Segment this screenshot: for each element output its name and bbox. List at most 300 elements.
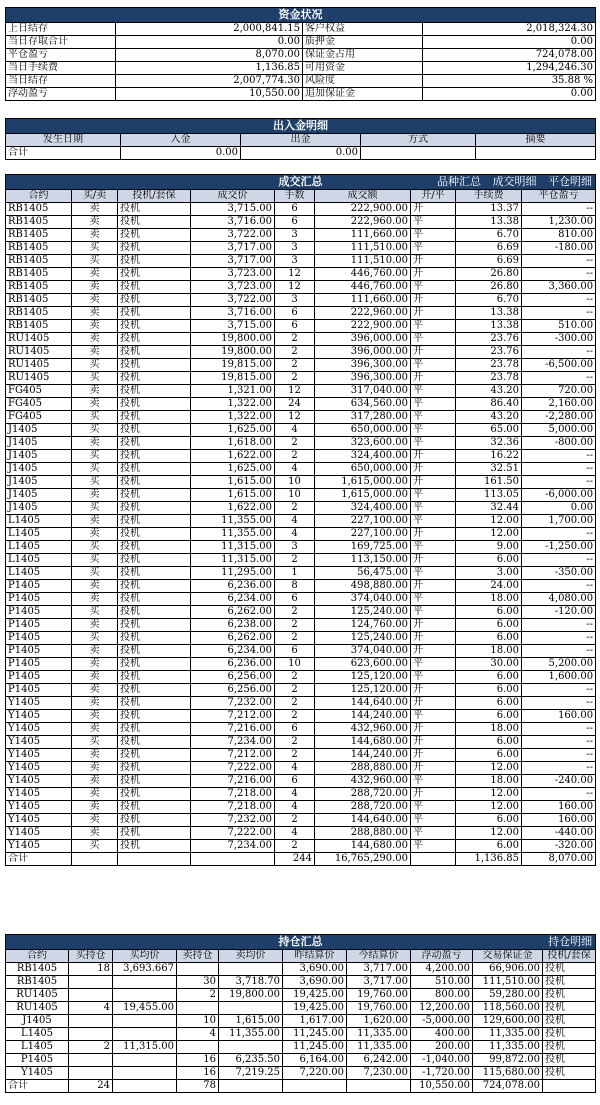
amount-cell: 111,510.00 <box>315 242 411 255</box>
contract-cell: J1405 <box>6 450 72 463</box>
total-cell: 合计 <box>6 1080 69 1093</box>
close-pnl-cell: -320.00 <box>522 840 596 853</box>
fee-cell: 12.00 <box>456 801 522 814</box>
fee-cell: 13.37 <box>456 203 522 216</box>
fund-value: 1,294,246.30 <box>423 62 596 75</box>
contract-cell: J1405 <box>6 463 72 476</box>
table-row <box>6 411 596 424</box>
fund-value: 0.00 <box>116 36 303 49</box>
contract-cell: Y1405 <box>6 710 72 723</box>
contract-cell: P1405 <box>6 580 72 593</box>
table-row <box>6 632 596 645</box>
margin-cell: 66,906.00 <box>473 963 543 976</box>
margin-cell: 118,560.00 <box>473 1002 543 1015</box>
buy-pos-cell <box>69 989 113 1002</box>
contract-cell: RB1405 <box>6 255 72 268</box>
fee-cell: 12.00 <box>456 528 522 541</box>
open-close-cell: 平 <box>411 567 456 580</box>
table-row <box>6 963 596 976</box>
hedge-type-cell: 投机 <box>543 989 596 1002</box>
amount-cell: 222,900.00 <box>315 203 411 216</box>
hedge-type-cell: 投机 <box>118 242 191 255</box>
table-row <box>6 268 596 281</box>
amount-cell: 56,475.00 <box>315 567 411 580</box>
fee-cell: 23.76 <box>456 333 522 346</box>
contract-cell: Y1405 <box>6 814 72 827</box>
total-cell <box>411 853 456 866</box>
hedge-type-cell: 投机 <box>118 580 191 593</box>
table-row <box>6 450 596 463</box>
amount-cell: 288,720.00 <box>315 801 411 814</box>
close-pnl-cell: -- <box>522 697 596 710</box>
margin-cell: 11,335.00 <box>473 1041 543 1054</box>
close-pnl-cell: 160.00 <box>522 801 596 814</box>
open-close-cell: 平 <box>411 775 456 788</box>
close-pnl-cell: -6,500.00 <box>522 359 596 372</box>
table-row <box>6 1002 596 1015</box>
open-close-cell: 开 <box>411 723 456 736</box>
fee-cell: 113.05 <box>456 489 522 502</box>
open-close-cell: 开 <box>411 528 456 541</box>
side-cell: 买 <box>72 476 118 489</box>
table-row <box>6 294 596 307</box>
fee-cell: 6.00 <box>456 749 522 762</box>
table-row <box>6 307 596 320</box>
open-close-cell: 平 <box>411 593 456 606</box>
fund-status-table <box>5 7 596 101</box>
open-close-cell: 平 <box>411 281 456 294</box>
amount-cell: 650,000.00 <box>315 463 411 476</box>
sell-pos-cell: 16 <box>177 1054 219 1067</box>
close-pnl-cell: 1,600.00 <box>522 671 596 684</box>
fee-cell: 18.00 <box>456 775 522 788</box>
side-cell: 卖 <box>72 710 118 723</box>
amount-cell: 650,000.00 <box>315 424 411 437</box>
side-cell: 卖 <box>72 385 118 398</box>
lots-cell: 2 <box>275 333 315 346</box>
amount-cell: 324,400.00 <box>315 502 411 515</box>
buy-avg-cell: 3,693.667 <box>113 963 177 976</box>
table-row <box>6 619 596 632</box>
hedge-type-cell: 投机 <box>543 1015 596 1028</box>
close-pnl-cell: 160.00 <box>522 710 596 723</box>
prev-settle-cell: 3,690.00 <box>283 963 347 976</box>
column-header: 合约 <box>6 190 72 203</box>
link-product-summary[interactable]: 品种汇总 <box>437 175 482 188</box>
side-cell: 买 <box>72 450 118 463</box>
sell-pos-cell: 10 <box>177 1015 219 1028</box>
lots-cell: 2 <box>275 671 315 684</box>
lots-cell: 4 <box>275 801 315 814</box>
side-cell: 买 <box>72 541 118 554</box>
side-cell: 卖 <box>72 827 118 840</box>
float-pnl-cell: 200.00 <box>411 1041 473 1054</box>
table-row <box>6 242 596 255</box>
amount-cell: 396,300.00 <box>315 372 411 385</box>
side-cell: 卖 <box>72 268 118 281</box>
open-close-cell: 开 <box>411 619 456 632</box>
hedge-type-cell: 投机 <box>118 814 191 827</box>
table-row <box>6 385 596 398</box>
table-row <box>6 1028 596 1041</box>
fund-status-title: 资金状况 <box>6 8 596 23</box>
open-close-cell: 开 <box>411 294 456 307</box>
lots-cell: 2 <box>275 554 315 567</box>
lots-cell: 4 <box>275 515 315 528</box>
hedge-type-cell: 投机 <box>118 359 191 372</box>
close-pnl-cell: -- <box>522 723 596 736</box>
inout-total-row <box>6 147 596 160</box>
hedge-type-cell: 投机 <box>118 281 191 294</box>
table-row <box>6 229 596 242</box>
positions-header <box>6 935 596 950</box>
close-pnl-cell: 810.00 <box>522 229 596 242</box>
column-header: 手数 <box>275 190 315 203</box>
hedge-type-cell: 投机 <box>543 1054 596 1067</box>
amount-cell: 288,880.00 <box>315 827 411 840</box>
amount-cell: 125,240.00 <box>315 606 411 619</box>
fund-value: 0.00 <box>423 88 596 101</box>
fee-cell: 23.78 <box>456 372 522 385</box>
contract-cell: J1405 <box>6 476 72 489</box>
fund-value: 10,550.00 <box>116 88 303 101</box>
price-cell: 6,256.00 <box>191 671 275 684</box>
prev-settle-cell: 3,690.00 <box>283 976 347 989</box>
side-cell: 卖 <box>72 437 118 450</box>
close-pnl-cell: -- <box>522 463 596 476</box>
close-pnl-cell: -- <box>522 346 596 359</box>
table-row <box>6 424 596 437</box>
open-close-cell: 开 <box>411 684 456 697</box>
amount-cell: 396,000.00 <box>315 346 411 359</box>
contract-cell: L1405 <box>6 554 72 567</box>
table-row <box>6 827 596 840</box>
prev-settle-cell: 19,425.00 <box>283 1002 347 1015</box>
fee-cell: 43.20 <box>456 411 522 424</box>
hedge-type-cell: 投机 <box>118 632 191 645</box>
table-row <box>6 203 596 216</box>
amount-cell: 222,960.00 <box>315 216 411 229</box>
margin-cell: 111,510.00 <box>473 976 543 989</box>
table-row <box>6 606 596 619</box>
amount-cell: 288,720.00 <box>315 788 411 801</box>
lots-cell: 2 <box>275 346 315 359</box>
hedge-type-cell: 投机 <box>118 203 191 216</box>
side-cell: 卖 <box>72 671 118 684</box>
table-row <box>6 528 596 541</box>
fund-row <box>6 88 596 101</box>
fund-row <box>6 62 596 75</box>
fee-cell: 6.00 <box>456 710 522 723</box>
prev-settle-cell: 7,220.00 <box>283 1067 347 1080</box>
amount-cell: 323,600.00 <box>315 437 411 450</box>
close-pnl-cell: -180.00 <box>522 242 596 255</box>
price-cell: 11,315.00 <box>191 541 275 554</box>
close-pnl-cell: -2,280.00 <box>522 411 596 424</box>
hedge-type-cell: 投机 <box>543 1002 596 1015</box>
open-close-cell: 开 <box>411 697 456 710</box>
side-cell: 买 <box>72 840 118 853</box>
sell-avg-cell: 19,800.00 <box>219 989 283 1002</box>
contract-cell: RB1405 <box>6 281 72 294</box>
side-cell: 卖 <box>72 489 118 502</box>
lots-cell: 6 <box>275 216 315 229</box>
contract-cell: L1405 <box>6 1028 69 1041</box>
side-cell: 卖 <box>72 333 118 346</box>
side-cell: 卖 <box>72 749 118 762</box>
float-pnl-cell: 800.00 <box>411 989 473 1002</box>
open-close-cell: 平 <box>411 398 456 411</box>
contract-cell: P1405 <box>6 671 72 684</box>
fee-cell: 6.69 <box>456 255 522 268</box>
side-cell: 买 <box>72 554 118 567</box>
prev-settle-cell: 6,164.00 <box>283 1054 347 1067</box>
hedge-type-cell: 投机 <box>118 307 191 320</box>
column-header: 投机/套保 <box>118 190 191 203</box>
table-row <box>6 762 596 775</box>
hedge-type-cell: 投机 <box>118 801 191 814</box>
contract-cell: L1405 <box>6 515 72 528</box>
fund-value: 8,070.00 <box>116 49 303 62</box>
lots-cell: 10 <box>275 658 315 671</box>
side-cell: 卖 <box>72 684 118 697</box>
contract-cell: Y1405 <box>6 775 72 788</box>
open-close-cell: 平 <box>411 710 456 723</box>
total-cell: 16,765,290.00 <box>315 853 411 866</box>
settle-cell: 6,242.00 <box>347 1054 411 1067</box>
table-row <box>6 684 596 697</box>
price-cell: 3,715.00 <box>191 320 275 333</box>
hedge-type-cell: 投机 <box>118 463 191 476</box>
fee-cell: 6.00 <box>456 736 522 749</box>
link-position-detail[interactable]: 持仓明细 <box>548 935 593 948</box>
fee-cell: 18.00 <box>456 593 522 606</box>
fund-value: 2,000,841.15 <box>116 23 303 36</box>
close-pnl-cell: -- <box>522 788 596 801</box>
contract-cell: RU1405 <box>6 1002 69 1015</box>
trades-total-row <box>6 853 596 866</box>
lots-cell: 12 <box>275 385 315 398</box>
settle-cell: 19,760.00 <box>347 989 411 1002</box>
amount-cell: 222,960.00 <box>315 307 411 320</box>
side-cell: 买 <box>72 372 118 385</box>
price-cell: 3,723.00 <box>191 268 275 281</box>
lots-cell: 2 <box>275 814 315 827</box>
price-cell: 1,321.00 <box>191 385 275 398</box>
positions-links <box>540 935 592 949</box>
link-trade-detail[interactable]: 成交明细 <box>492 175 537 188</box>
contract-cell: P1405 <box>6 593 72 606</box>
contract-cell: J1405 <box>6 489 72 502</box>
side-cell: 卖 <box>72 203 118 216</box>
settle-cell: 11,335.00 <box>347 1041 411 1054</box>
close-pnl-cell: -- <box>522 528 596 541</box>
fee-cell: 6.70 <box>456 294 522 307</box>
fee-cell: 6.00 <box>456 606 522 619</box>
hedge-type-cell: 投机 <box>118 671 191 684</box>
close-pnl-cell: -1,250.00 <box>522 541 596 554</box>
column-header: 开/平 <box>411 190 456 203</box>
column-header: 买持仓 <box>69 950 113 963</box>
fund-label: 浮动盈亏 <box>6 88 116 101</box>
price-cell: 3,715.00 <box>191 203 275 216</box>
close-pnl-cell: 3,360.00 <box>522 281 596 294</box>
fund-label: 客户权益 <box>303 23 423 36</box>
hedge-type-cell: 投机 <box>118 697 191 710</box>
close-pnl-cell: 160.00 <box>522 814 596 827</box>
lots-cell: 2 <box>275 749 315 762</box>
open-close-cell: 平 <box>411 658 456 671</box>
price-cell: 7,222.00 <box>191 827 275 840</box>
amount-cell: 623,600.00 <box>315 658 411 671</box>
link-close-detail[interactable]: 平仓明细 <box>548 175 593 188</box>
lots-cell: 6 <box>275 775 315 788</box>
trades-column-header <box>6 190 596 203</box>
column-header: 成交额 <box>315 190 411 203</box>
table-row <box>6 1015 596 1028</box>
table-row <box>6 749 596 762</box>
hedge-type-cell: 投机 <box>118 736 191 749</box>
hedge-type-cell: 投机 <box>118 554 191 567</box>
contract-cell: RB1405 <box>6 320 72 333</box>
hedge-type-cell: 投机 <box>118 775 191 788</box>
price-cell: 7,232.00 <box>191 814 275 827</box>
inout-table <box>5 118 596 160</box>
amount-cell: 125,120.00 <box>315 684 411 697</box>
table-row <box>6 554 596 567</box>
price-cell: 6,234.00 <box>191 645 275 658</box>
price-cell: 11,315.00 <box>191 554 275 567</box>
table-row <box>6 372 596 385</box>
price-cell: 19,800.00 <box>191 346 275 359</box>
open-close-cell: 开 <box>411 203 456 216</box>
open-close-cell: 平 <box>411 242 456 255</box>
table-row <box>6 476 596 489</box>
sell-avg-cell: 1,615.00 <box>219 1015 283 1028</box>
table-row <box>6 710 596 723</box>
fee-cell: 32.36 <box>456 437 522 450</box>
contract-cell: J1405 <box>6 502 72 515</box>
side-cell: 买 <box>72 567 118 580</box>
amount-cell: 317,040.00 <box>315 385 411 398</box>
side-cell: 卖 <box>72 619 118 632</box>
open-close-cell: 平 <box>411 411 456 424</box>
sell-pos-cell <box>177 963 219 976</box>
margin-cell: 11,335.00 <box>473 1028 543 1041</box>
close-pnl-cell: -440.00 <box>522 827 596 840</box>
sell-avg-cell <box>219 1041 283 1054</box>
lots-cell: 3 <box>275 242 315 255</box>
buy-pos-cell: 4 <box>69 1002 113 1015</box>
hedge-type-cell: 投机 <box>118 216 191 229</box>
contract-cell: J1405 <box>6 424 72 437</box>
side-cell: 卖 <box>72 281 118 294</box>
price-cell: 7,216.00 <box>191 723 275 736</box>
amount-cell: 1,615,000.00 <box>315 476 411 489</box>
amount-cell: 374,040.00 <box>315 593 411 606</box>
fee-cell: 24.00 <box>456 580 522 593</box>
close-pnl-cell: -- <box>522 619 596 632</box>
total-cell <box>113 1080 177 1093</box>
amount-cell: 227,100.00 <box>315 515 411 528</box>
contract-cell: FG405 <box>6 398 72 411</box>
total-cell <box>72 853 118 866</box>
inout-section <box>5 118 596 160</box>
hedge-type-cell: 投机 <box>118 489 191 502</box>
lots-cell: 4 <box>275 827 315 840</box>
sell-pos-cell: 30 <box>177 976 219 989</box>
open-close-cell: 平 <box>411 359 456 372</box>
trades-links <box>429 175 592 189</box>
fee-cell: 13.38 <box>456 216 522 229</box>
amount-cell: 111,660.00 <box>315 294 411 307</box>
table-row <box>6 346 596 359</box>
open-close-cell: 开 <box>411 632 456 645</box>
close-pnl-cell: -- <box>522 580 596 593</box>
side-cell: 卖 <box>72 398 118 411</box>
open-close-cell: 开 <box>411 372 456 385</box>
hedge-type-cell: 投机 <box>118 762 191 775</box>
lots-cell: 3 <box>275 255 315 268</box>
table-row <box>6 788 596 801</box>
total-cell: 78 <box>177 1080 219 1093</box>
side-cell: 卖 <box>72 528 118 541</box>
column-header: 出金 <box>241 134 361 147</box>
float-pnl-cell: 510.00 <box>411 976 473 989</box>
table-row <box>6 515 596 528</box>
table-row <box>6 697 596 710</box>
fund-label: 风险度 <box>303 75 423 88</box>
fee-cell: 16.22 <box>456 450 522 463</box>
float-pnl-cell: 12,200.00 <box>411 1002 473 1015</box>
hedge-type-cell: 投机 <box>118 606 191 619</box>
side-cell: 卖 <box>72 788 118 801</box>
contract-cell: P1405 <box>6 606 72 619</box>
hedge-type-cell: 投机 <box>118 710 191 723</box>
float-pnl-cell: 4,200.00 <box>411 963 473 976</box>
close-pnl-cell: -- <box>522 762 596 775</box>
table-row <box>6 1054 596 1067</box>
lots-cell: 2 <box>275 840 315 853</box>
side-cell: 卖 <box>72 580 118 593</box>
fund-row <box>6 49 596 62</box>
hedge-type-cell: 投机 <box>118 788 191 801</box>
fee-cell: 6.00 <box>456 840 522 853</box>
lots-cell: 6 <box>275 645 315 658</box>
side-cell: 买 <box>72 463 118 476</box>
open-close-cell: 平 <box>411 229 456 242</box>
open-close-cell: 平 <box>411 385 456 398</box>
table-row <box>6 437 596 450</box>
close-pnl-cell: -- <box>522 554 596 567</box>
settle-cell: 1,620.00 <box>347 1015 411 1028</box>
close-pnl-cell: 510.00 <box>522 320 596 333</box>
contract-cell: Y1405 <box>6 840 72 853</box>
total-cell: 10,550.00 <box>411 1080 473 1093</box>
column-header: 买均价 <box>113 950 177 963</box>
hedge-type-cell: 投机 <box>118 840 191 853</box>
fee-cell: 6.69 <box>456 242 522 255</box>
total-cell <box>361 147 476 160</box>
hedge-type-cell: 投机 <box>118 528 191 541</box>
contract-cell: RB1405 <box>6 242 72 255</box>
fund-value: 0.00 <box>423 36 596 49</box>
open-close-cell: 开 <box>411 476 456 489</box>
table-row <box>6 359 596 372</box>
contract-cell: Y1405 <box>6 736 72 749</box>
column-header: 方式 <box>361 134 476 147</box>
column-header: 今结算价 <box>347 950 411 963</box>
